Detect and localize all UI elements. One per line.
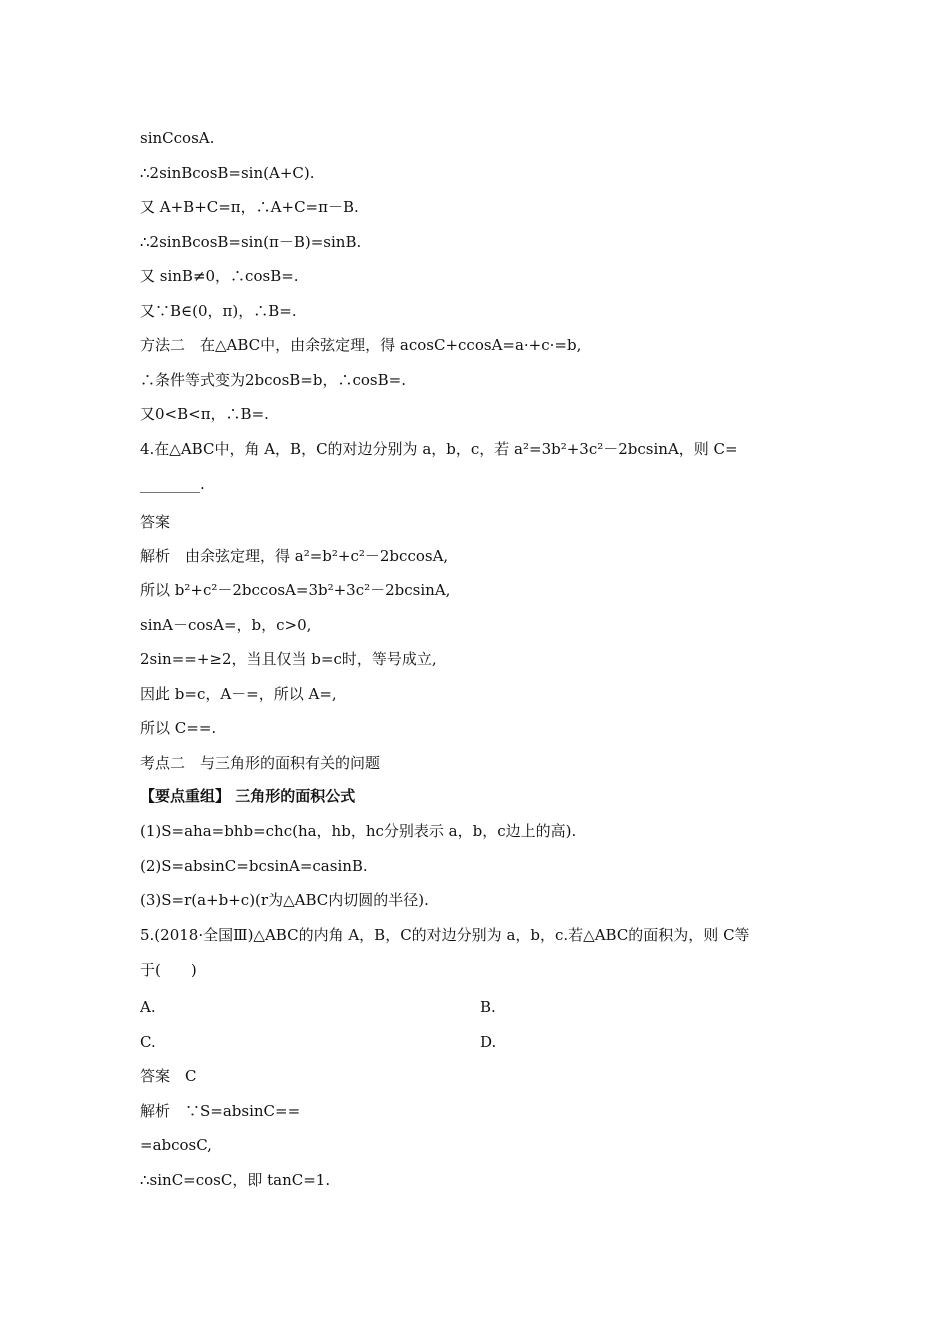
question-5-continued: 于( ) <box>140 961 197 979</box>
text-line: 又 A+B+C=π，∴A+C=π－B. <box>140 198 359 216</box>
text-line: 又0<B<π，∴B=. <box>140 405 269 423</box>
option-a: A. <box>140 998 156 1016</box>
section-heading: 考点二 与三角形的面积有关的问题 <box>140 754 381 772</box>
text-line: sinCcosA. <box>140 129 215 147</box>
option-d: D. <box>480 1033 497 1051</box>
text-line: 又 sinB≠0，∴cosB=. <box>140 267 299 285</box>
text-line: 方法二 在△ABC中，由余弦定理，得 acosC+ccosA=a·+c·=b, <box>140 336 582 354</box>
answer-label: 答案 <box>140 513 171 531</box>
solution-line: 2sin==+≥2，当且仅当 b=c时，等号成立, <box>140 650 437 668</box>
formula-line: (1)S=aha=bhb=chc(ha，hb，hc分别表示 a，b，c边上的高). <box>140 822 577 840</box>
text-line: 又∵B∈(0，π)，∴B=. <box>140 302 297 320</box>
question-4: 4.在△ABC中，角 A，B，C的对边分别为 a，b，c，若 a²=3b²+3c²－2bcsinA，则 C= <box>140 440 738 458</box>
solution-line: 解析 ∵S=absinC== <box>140 1102 301 1120</box>
solution-line: 所以 C==. <box>140 719 217 737</box>
solution-line: 解析 由余弦定理，得 a²=b²+c²－2bccosA, <box>140 547 449 565</box>
answer-label: 答案 C <box>140 1067 197 1085</box>
option-b: B. <box>480 998 496 1016</box>
key-points-heading: 【要点重组】 三角形的面积公式 <box>140 787 356 805</box>
text-line: ∴条件等式变为2bcosB=b，∴cosB=. <box>140 371 406 389</box>
solution-line: 因此 b=c，A－=，所以 A=, <box>140 685 337 703</box>
formula-line: (2)S=absinC=bcsinA=casinB. <box>140 857 368 875</box>
solution-line: 所以 b²+c²－2bccosA=3b²+3c²－2bcsinA, <box>140 581 451 599</box>
text-line: ∴2sinBcosB=sin(π－B)=sinB. <box>140 233 362 251</box>
answer-blank: ________. <box>140 475 205 493</box>
formula-line: (3)S=r(a+b+c)(r为△ABC内切圆的半径). <box>140 891 429 909</box>
solution-line: sinA－cosA=，b，c>0, <box>140 616 312 634</box>
solution-line: =abcosC, <box>140 1136 212 1154</box>
option-c: C. <box>140 1033 156 1051</box>
solution-line: ∴sinC=cosC，即 tanC=1. <box>140 1171 331 1189</box>
text-line: ∴2sinBcosB=sin(A+C). <box>140 164 315 182</box>
question-5: 5.(2018·全国Ⅲ)△ABC的内角 A，B，C的对边分别为 a，b，c.若△ABC的面积为，则 C等 <box>140 926 750 944</box>
